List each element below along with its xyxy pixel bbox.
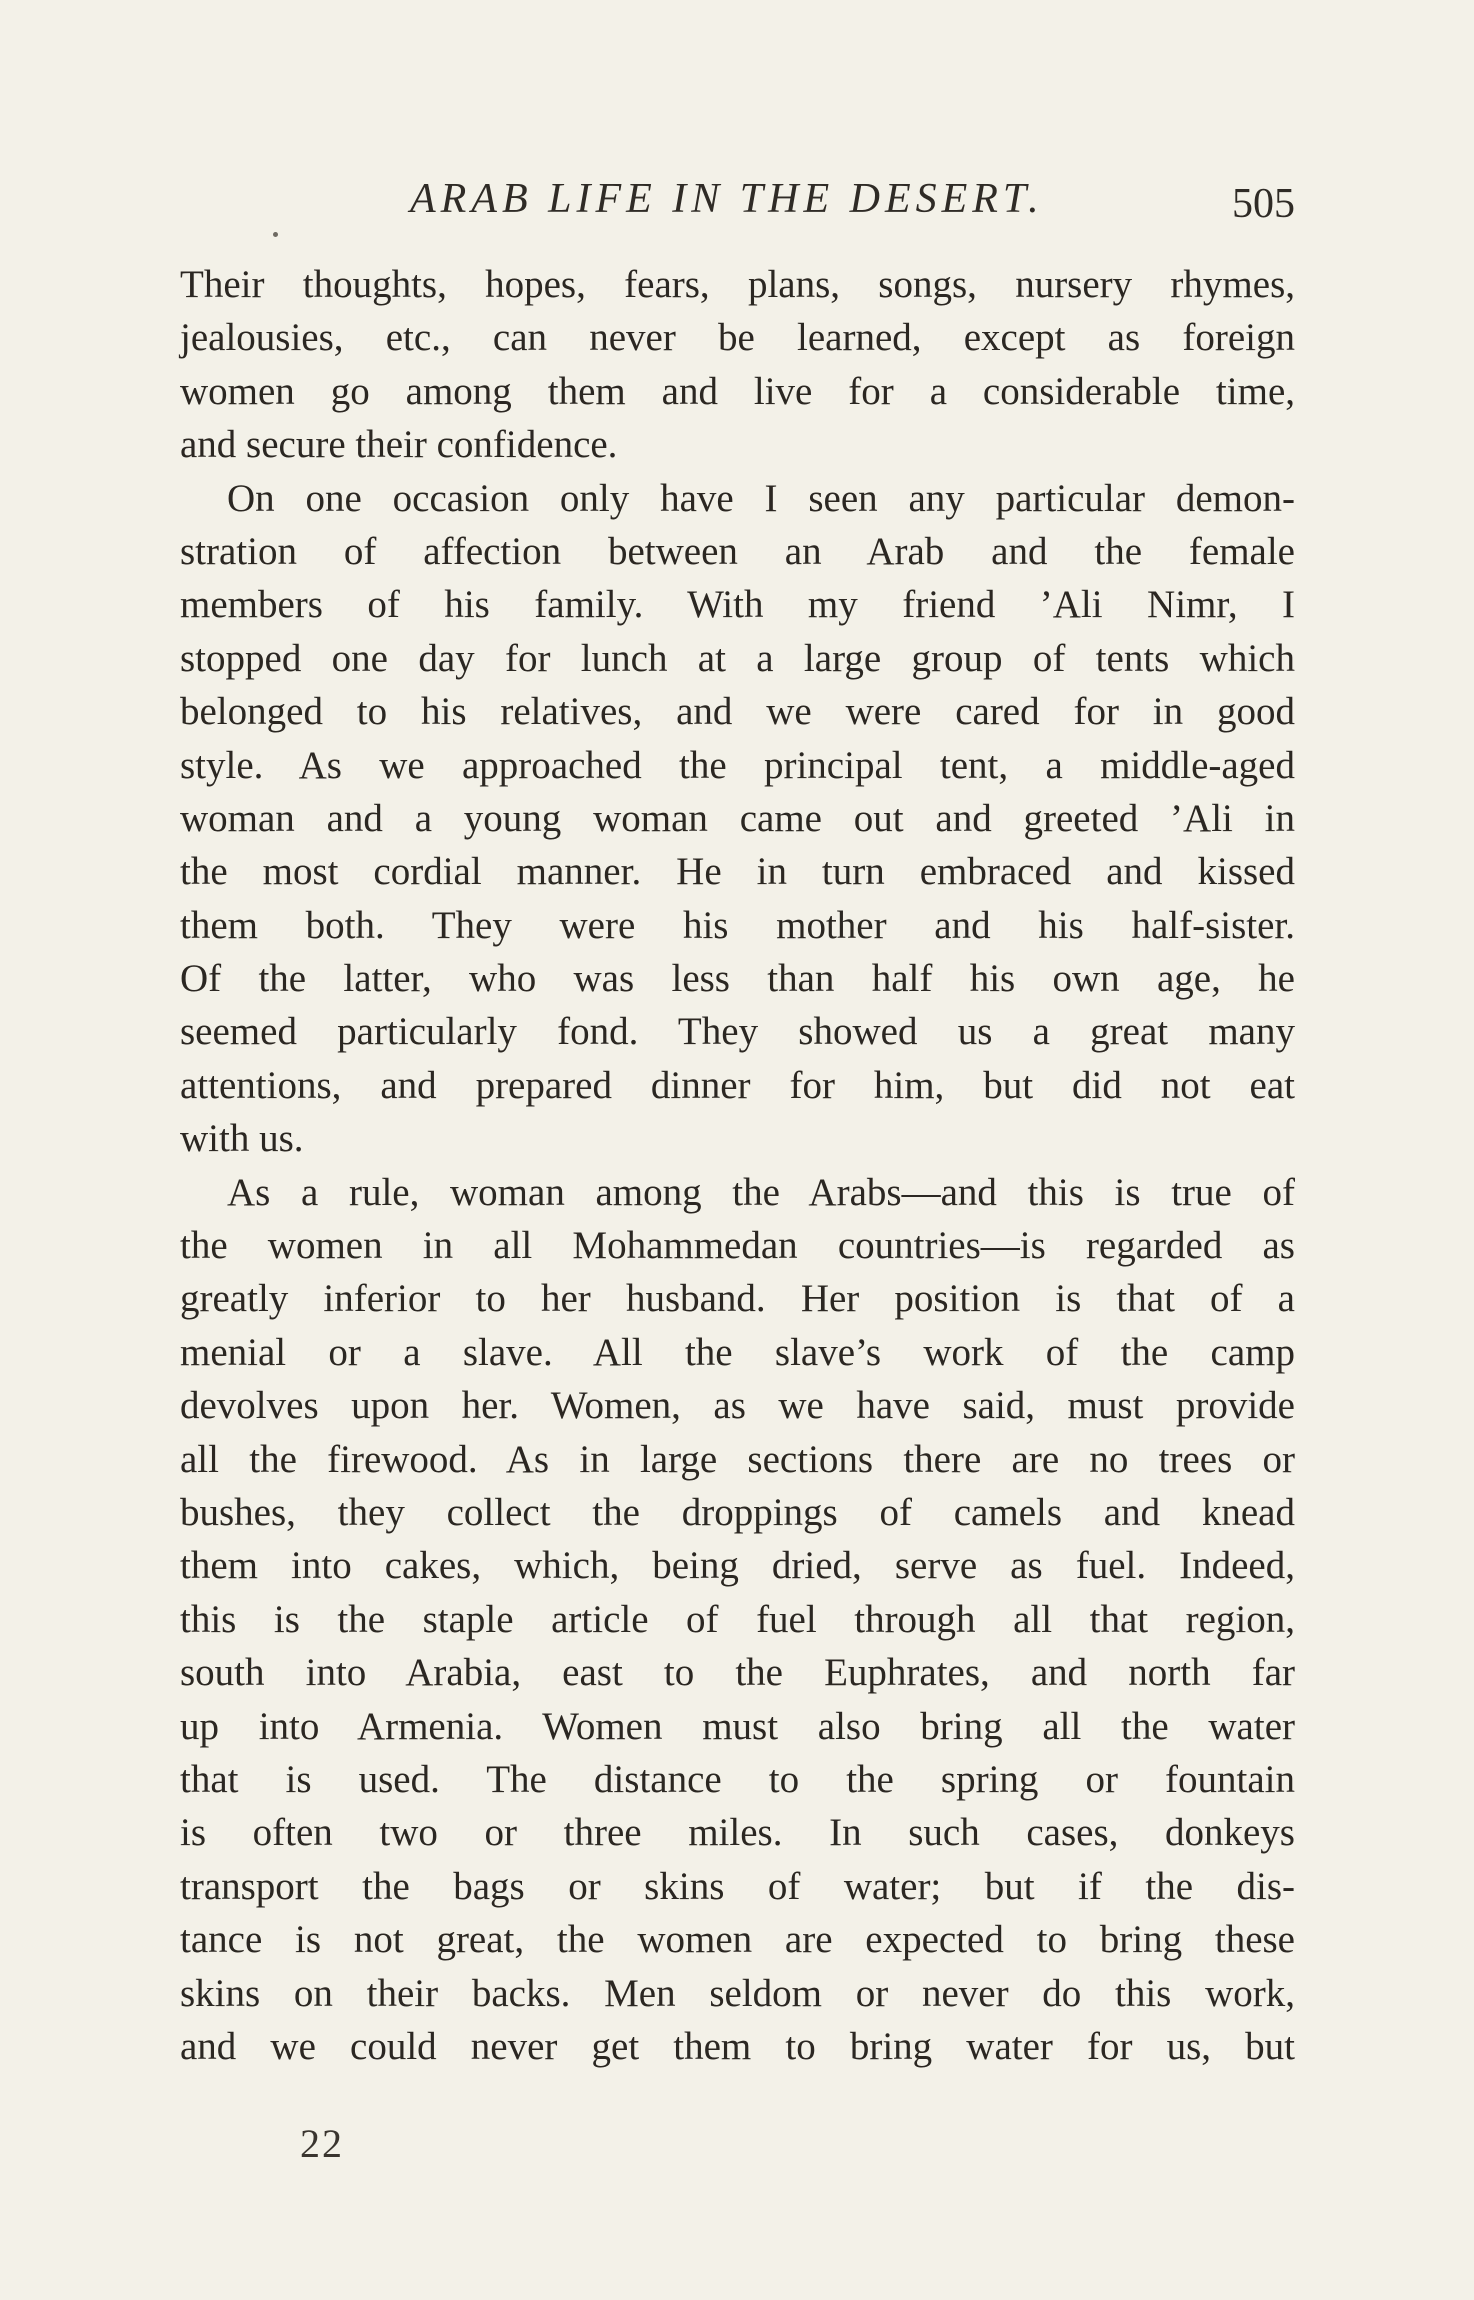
text-line: that is used. The distance to the spring or fountain xyxy=(180,1757,1295,1801)
running-title: ARAB LIFE IN THE DESERT. xyxy=(410,176,1044,222)
text-line: the most cordial manner. He in turn embraced and kissed xyxy=(180,850,1295,894)
text-line: is often two or three miles. In such cases, donkeys xyxy=(180,1811,1295,1855)
text-line: belonged to his relatives, and we were cared for in good xyxy=(180,690,1295,734)
text-line: bushes, they collect the droppings of camels and knead xyxy=(180,1490,1295,1534)
ink-speck xyxy=(273,232,278,237)
text-line: and we could never get them to bring water for us, but xyxy=(180,2024,1295,2068)
text-line: seemed particularly fond. They showed us a great many xyxy=(180,1010,1295,1054)
text-line: tance is not great, the women are expected to bring these xyxy=(180,1918,1295,1962)
text-line: and secure their confidence. xyxy=(180,423,618,467)
text-line: south into Arabia, east to the Euphrates, and north far xyxy=(180,1651,1295,1695)
signature-mark: 22 xyxy=(300,2121,344,2166)
text-line: devolves upon her. Women, as we have said, must provide xyxy=(180,1384,1295,1428)
text-line: greatly inferior to her husband. Her position is that of a xyxy=(180,1277,1295,1321)
text-line: up into Armenia. Women must also bring all the water xyxy=(180,1704,1295,1748)
text-line: woman and a young woman came out and greeted ’Ali in xyxy=(180,796,1295,840)
text-line: attentions, and prepared dinner for him, but did not eat xyxy=(180,1063,1295,1107)
body-text xyxy=(180,258,1295,2073)
text-line: transport the bags or skins of water; but if the dis- xyxy=(180,1864,1295,1908)
text-line: stration of affection between an Arab and the female xyxy=(180,529,1295,573)
text-line: On one occasion only have I seen any particular demon- xyxy=(227,476,1295,520)
text-line: this is the staple article of fuel through all that region, xyxy=(180,1597,1295,1641)
text-line: skins on their backs. Men seldom or never do this work, xyxy=(180,1971,1295,2015)
text-line: them into cakes, which, being dried, serve as fuel. Indeed, xyxy=(180,1544,1295,1588)
text-line: women go among them and live for a considerable time, xyxy=(180,369,1295,413)
page-number: 505 xyxy=(1232,181,1295,227)
text-line: menial or a slave. All the slave’s work of the camp xyxy=(180,1330,1295,1374)
text-line: them both. They were his mother and his half-sister. xyxy=(180,903,1295,947)
text-line: with us. xyxy=(180,1117,304,1161)
text-line: As a rule, woman among the Arabs—and this is true of xyxy=(227,1170,1295,1214)
text-line: Of the latter, who was less than half his own age, he xyxy=(180,957,1295,1001)
text-line: members of his family. With my friend ’Ali Nimr, I xyxy=(180,583,1295,627)
text-line: all the firewood. As in large sections there are no trees or xyxy=(180,1437,1295,1481)
text-line: the women in all Mohammedan countries—is regarded as xyxy=(180,1224,1295,1268)
text-line: stopped one day for lunch at a large group of tents which xyxy=(180,636,1295,680)
text-line: style. As we approached the principal tent, a middle-aged xyxy=(180,743,1295,787)
text-line: jealousies, etc., can never be learned, except as foreign xyxy=(180,316,1295,360)
text-line: Their thoughts, hopes, fears, plans, songs, nursery rhymes, xyxy=(180,263,1295,306)
